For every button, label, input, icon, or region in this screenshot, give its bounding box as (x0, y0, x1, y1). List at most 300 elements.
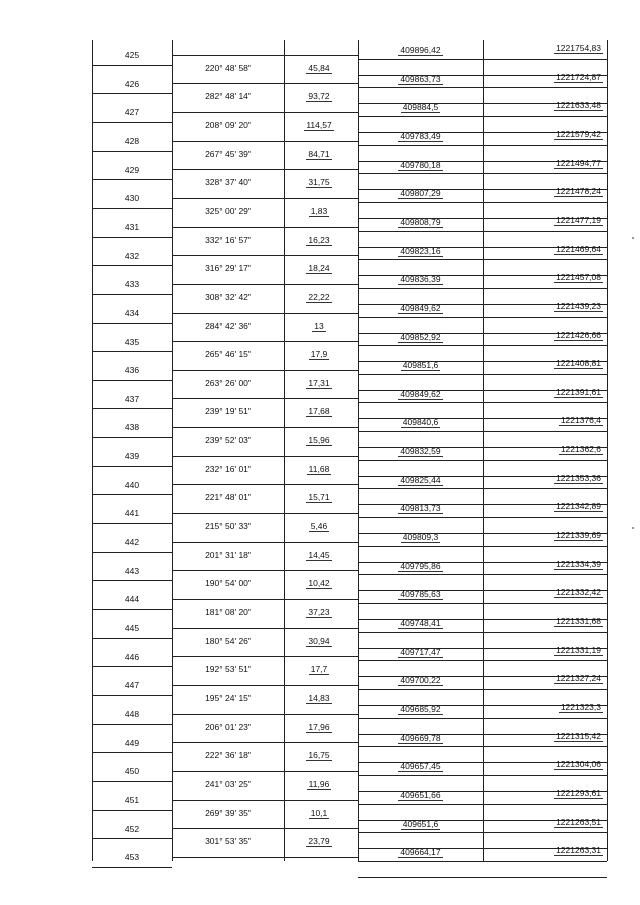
coordinate-y-value: 1221315,42 (556, 731, 601, 741)
coordinate-x-value: 409840,6 (402, 417, 439, 427)
segment-angle: 201° 31' 18" (205, 550, 251, 560)
coordinate-y-value: 1221426,66 (556, 330, 601, 340)
row-divider (92, 867, 172, 868)
coordinate-x-value: 409809,3 (402, 532, 439, 542)
coordinate-x-value: 409664,17 (400, 847, 441, 857)
segment-distance-value: 14,83 (308, 693, 330, 703)
row-divider (92, 838, 172, 839)
coordinate-y (483, 272, 603, 282)
row-divider (172, 370, 358, 371)
segment-angle: 316° 29' 17" (205, 263, 251, 273)
coordinate-x (358, 417, 483, 427)
row-divider (172, 570, 358, 571)
coordinate-y (483, 845, 603, 855)
row-divider (358, 746, 607, 747)
row-divider (92, 151, 172, 152)
segment-distance (284, 779, 354, 789)
segment-distance-value: 84,71 (308, 149, 330, 159)
segment-angle: 239° 19' 51" (205, 406, 251, 416)
row-divider (92, 408, 172, 409)
segment-distance-value: 16,23 (308, 235, 330, 245)
row-divider (358, 259, 607, 260)
segment-distance-value: 17,68 (308, 406, 330, 416)
row-divider (92, 294, 172, 295)
coordinate-y-value: 1221633,48 (556, 100, 601, 110)
segment-distance-value: 45,84 (308, 63, 330, 73)
segment-distance (284, 91, 354, 101)
row-divider (172, 141, 358, 142)
point-number: 450 (124, 766, 140, 776)
segment-distance (284, 607, 354, 617)
coordinate-y-value: 1221457,08 (556, 272, 601, 282)
segment-distance-value: 30,94 (308, 636, 330, 646)
point-number: 427 (124, 107, 140, 117)
segment-distance (284, 177, 354, 187)
point-number: 444 (124, 594, 140, 604)
segment-angle: 232° 16' 01" (205, 464, 251, 474)
point-number: 445 (124, 623, 140, 633)
row-divider (358, 574, 607, 575)
row-divider (172, 313, 358, 314)
row-divider (358, 488, 607, 489)
coordinate-y (483, 129, 603, 139)
segment-angle: 332° 16' 57" (205, 235, 251, 245)
coordinate-y (483, 330, 603, 340)
row-divider (172, 284, 358, 285)
coordinate-y-value: 1221342,89 (556, 501, 601, 511)
coordinate-x (358, 246, 483, 256)
segment-angle: 180° 54' 26" (205, 636, 251, 646)
coordinate-y-value: 1221353,36 (556, 473, 601, 483)
row-divider (92, 237, 172, 238)
coordinate-x (358, 675, 483, 685)
row-divider (358, 374, 607, 375)
coordinate-y-value: 1221304,06 (556, 759, 601, 769)
point-number: 443 (124, 566, 140, 576)
coordinate-x-value: 409807,29 (400, 188, 441, 198)
coordinate-x (358, 647, 483, 657)
coordinate-x (358, 475, 483, 485)
row-divider (358, 689, 607, 690)
row-divider (358, 603, 607, 604)
coordinate-y (483, 415, 603, 425)
segment-distance-value: 93,72 (308, 91, 330, 101)
segment-distance-value: 17,9 (310, 349, 328, 359)
coordinate-y-value: 1221334,39 (556, 559, 601, 569)
coordinate-y-value: 1221477,19 (556, 215, 601, 225)
segment-angle: 284° 42' 36" (205, 321, 251, 331)
row-divider (172, 341, 358, 342)
row-divider (172, 714, 358, 715)
coordinate-x-value: 409896,42 (400, 45, 441, 55)
segment-distance (284, 578, 354, 588)
segment-distance (284, 464, 354, 474)
row-divider (172, 398, 358, 399)
row-divider (92, 781, 172, 782)
coordinate-y (483, 530, 603, 540)
segment-distance-value: 10,42 (308, 578, 330, 588)
row-divider (92, 666, 172, 667)
segment-distance (284, 492, 354, 502)
segment-distance (284, 120, 354, 130)
segment-angle: 195° 24' 15" (205, 693, 251, 703)
row-divider (92, 494, 172, 495)
point-number: 428 (124, 136, 140, 146)
coordinate-x (358, 45, 483, 55)
segment-distance-value: 22,22 (308, 292, 330, 302)
coordinate-x-value: 409825,44 (400, 475, 441, 485)
segment-angle: 239° 52' 03" (205, 435, 251, 445)
coordinate-x (358, 503, 483, 513)
segment-distance (284, 750, 354, 760)
row-divider (358, 345, 607, 346)
coordinate-y (483, 301, 603, 311)
coordinate-y (483, 244, 603, 254)
segment-distance-value: 114,57 (306, 120, 332, 130)
coordinate-x (358, 303, 483, 313)
coordinate-y-value: 1221391,61 (556, 387, 601, 397)
coordinate-x-value: 409849,62 (400, 389, 441, 399)
segment-distance (284, 149, 354, 159)
segment-distance-value: 11,68 (308, 464, 330, 474)
coordinate-x-value: 409832,59 (400, 446, 441, 456)
coordinate-x-value: 409700,22 (400, 675, 441, 685)
coordinate-x (358, 532, 483, 542)
coordinate-y-value: 1221408,81 (556, 358, 601, 368)
coordinate-y-value: 1221754,83 (556, 43, 601, 53)
row-divider (92, 437, 172, 438)
row-divider (358, 317, 607, 318)
coordinate-x (358, 704, 483, 714)
coordinate-x (358, 188, 483, 198)
row-divider (358, 660, 607, 661)
segment-angle: 282° 48' 14" (205, 91, 251, 101)
row-divider (358, 775, 607, 776)
row-divider (358, 718, 607, 719)
row-divider (358, 431, 607, 432)
row-divider (172, 742, 358, 743)
segment-distance (284, 722, 354, 732)
coordinate-y (483, 444, 603, 454)
segment-angle: 328° 37' 40" (205, 177, 251, 187)
coordinate-x (358, 761, 483, 771)
segment-angle: 267° 45' 39" (205, 149, 251, 159)
point-number: 437 (124, 394, 140, 404)
row-divider (358, 832, 607, 833)
segment-distance (284, 206, 354, 216)
point-number: 433 (124, 279, 140, 289)
row-divider (172, 227, 358, 228)
coordinate-y-value: 1221724,87 (556, 72, 601, 82)
coordinate-x-value: 409863,73 (400, 74, 441, 84)
row-divider (172, 513, 358, 514)
coordinate-y (483, 559, 603, 569)
segment-distance (284, 550, 354, 560)
segment-angle: 241° 03' 25" (205, 779, 251, 789)
coordinate-x-value: 409836,39 (400, 274, 441, 284)
row-divider (358, 116, 607, 117)
coordinate-x (358, 790, 483, 800)
segment-angle: 190° 54' 00" (205, 578, 251, 588)
row-divider (92, 466, 172, 467)
segment-distance (284, 263, 354, 273)
coordinate-y-value: 1221331,19 (556, 645, 601, 655)
segment-distance-value: 14,45 (308, 550, 330, 560)
row-divider (172, 771, 358, 772)
segment-distance-value: 17,96 (308, 722, 330, 732)
point-number: 435 (124, 337, 140, 347)
point-number: 436 (124, 365, 140, 375)
row-divider (358, 546, 607, 547)
segment-distance-value: 16,75 (308, 750, 330, 760)
coordinate-y-value: 1221579,42 (556, 129, 601, 139)
segment-angle: 181° 08' 20" (205, 607, 251, 617)
row-divider (358, 402, 607, 403)
coordinate-x (358, 618, 483, 628)
row-divider (172, 685, 358, 686)
segment-distance (284, 636, 354, 646)
point-number: 453 (124, 852, 140, 862)
coordinate-y (483, 387, 603, 397)
row-divider (172, 542, 358, 543)
coordinate-x (358, 360, 483, 370)
segment-distance (284, 406, 354, 416)
point-number: 438 (124, 422, 140, 432)
coordinate-x (358, 274, 483, 284)
segment-distance (284, 378, 354, 388)
row-divider (92, 724, 172, 725)
row-divider (92, 638, 172, 639)
row-divider (358, 288, 607, 289)
coordinate-x-value: 409783,49 (400, 131, 441, 141)
point-number: 430 (124, 193, 140, 203)
row-divider (92, 695, 172, 696)
segment-distance (284, 693, 354, 703)
coordinate-y (483, 731, 603, 741)
segment-distance-value: 11,96 (308, 779, 330, 789)
coordinate-y (483, 501, 603, 511)
segment-angle: 222° 36' 18" (205, 750, 251, 760)
point-number: 449 (124, 738, 140, 748)
coordinate-x (358, 332, 483, 342)
coordinate-x-value: 409884,5 (402, 102, 439, 112)
segment-distance (284, 808, 354, 818)
coordinate-y-value: 1221332,42 (556, 587, 601, 597)
scan-speck (632, 237, 634, 239)
column-divider (172, 40, 173, 861)
coordinate-y-value: 1221478,24 (556, 186, 601, 196)
segment-distance-value: 17,7 (310, 664, 328, 674)
segment-distance (284, 435, 354, 445)
row-divider (172, 656, 358, 657)
coordinate-x-value: 409823,16 (400, 246, 441, 256)
coordinate-x-value: 409651,6 (402, 819, 439, 829)
row-divider (172, 628, 358, 629)
row-divider (358, 145, 607, 146)
row-divider (358, 87, 607, 88)
segment-distance-value: 10,1 (310, 808, 328, 818)
coordinate-y (483, 358, 603, 368)
point-number: 431 (124, 222, 140, 232)
segment-distance-value: 18,24 (308, 263, 330, 273)
coordinate-y (483, 100, 603, 110)
segment-angle: 265° 46' 15" (205, 349, 251, 359)
row-divider (172, 427, 358, 428)
segment-distance-value: 15,71 (308, 492, 330, 502)
segment-distance-value: 15,96 (308, 435, 330, 445)
coordinate-x-value: 409685,92 (400, 704, 441, 714)
point-number: 434 (124, 308, 140, 318)
row-divider (358, 460, 607, 461)
row-divider (92, 609, 172, 610)
coordinate-x-value: 409669,78 (400, 733, 441, 743)
row-divider (172, 800, 358, 801)
row-divider (172, 83, 358, 84)
coordinate-x (358, 217, 483, 227)
row-divider (92, 93, 172, 94)
coordinate-y-value: 1221376,4 (560, 415, 601, 425)
segment-distance (284, 836, 354, 846)
segment-distance-value: 17,31 (308, 378, 330, 388)
coordinate-x (358, 446, 483, 456)
coordinate-y-value: 1221263,31 (556, 845, 601, 855)
point-number: 452 (124, 824, 140, 834)
segment-angle: 221° 48' 01" (205, 492, 251, 502)
coordinate-x-value: 409785,63 (400, 589, 441, 599)
point-number: 441 (124, 508, 140, 518)
coordinate-y (483, 215, 603, 225)
coordinate-y-value: 1221362,6 (560, 444, 601, 454)
coordinate-x (358, 74, 483, 84)
row-divider (92, 122, 172, 123)
row-divider (172, 169, 358, 170)
row-divider (92, 179, 172, 180)
row-divider (358, 804, 607, 805)
coordinate-x (358, 160, 483, 170)
segment-angle: 192° 53' 51" (205, 664, 251, 674)
row-divider (92, 552, 172, 553)
coordinate-y-value: 1221293,61 (556, 788, 601, 798)
point-number: 425 (124, 50, 140, 60)
row-divider (92, 752, 172, 753)
coordinate-x-value: 409748,41 (400, 618, 441, 628)
coordinate-x (358, 733, 483, 743)
coordinate-y (483, 473, 603, 483)
coordinate-y-value: 1221339,69 (556, 530, 601, 540)
coordinate-y-value: 1221323,3 (560, 702, 601, 712)
coordinate-x-value: 409851,6 (402, 360, 439, 370)
coordinate-y-value: 1221469,64 (556, 244, 601, 254)
row-divider (172, 112, 358, 113)
segment-angle: 263° 26' 00" (205, 378, 251, 388)
coordinate-y-value: 1221331,68 (556, 616, 601, 626)
coordinate-x (358, 131, 483, 141)
point-number: 447 (124, 680, 140, 690)
coordinate-x-value: 409813,73 (400, 503, 441, 513)
segment-angle: 325° 00' 29" (205, 206, 251, 216)
segment-angle: 206° 01' 23" (205, 722, 251, 732)
coordinate-y (483, 817, 603, 827)
coordinate-x-value: 409651,66 (400, 790, 441, 800)
coordinate-x-value: 409795,86 (400, 561, 441, 571)
coordinate-y (483, 702, 603, 712)
coordinate-y (483, 186, 603, 196)
segment-distance (284, 63, 354, 73)
point-number: 442 (124, 537, 140, 547)
scan-speck (632, 527, 634, 529)
point-number: 448 (124, 709, 140, 719)
coordinate-x-value: 409780,18 (400, 160, 441, 170)
segment-angle: 301° 53' 35" (205, 836, 251, 846)
row-divider (172, 255, 358, 256)
point-number: 432 (124, 251, 140, 261)
point-number: 446 (124, 652, 140, 662)
coordinate-y (483, 72, 603, 82)
row-divider (92, 323, 172, 324)
coordinate-x-value: 409717,47 (400, 647, 441, 657)
point-number: 426 (124, 79, 140, 89)
segment-distance (284, 292, 354, 302)
coordinate-x-value: 409849,62 (400, 303, 441, 313)
segment-distance-value: 1,83 (310, 206, 328, 216)
row-divider (358, 173, 607, 174)
segment-angle: 215° 50' 33" (205, 521, 251, 531)
coordinate-x (358, 847, 483, 857)
coordinate-x (358, 561, 483, 571)
row-divider (358, 877, 607, 878)
segment-angle: 308° 32' 42" (205, 292, 251, 302)
coordinate-y (483, 43, 603, 53)
segment-distance-value: 13 (314, 321, 324, 331)
point-number: 439 (124, 451, 140, 461)
column-divider (607, 40, 608, 861)
row-divider (92, 208, 172, 209)
segment-angle: 208° 09' 20" (205, 120, 251, 130)
segment-angle: 269° 39' 35" (205, 808, 251, 818)
row-divider (358, 861, 607, 862)
row-divider (92, 380, 172, 381)
row-divider (92, 523, 172, 524)
segment-distance (284, 349, 354, 359)
coordinate-y (483, 158, 603, 168)
coordinate-x (358, 819, 483, 829)
segment-distance (284, 521, 354, 531)
segment-distance-value: 37,23 (308, 607, 330, 617)
row-divider (358, 59, 607, 60)
segment-angle: 220° 48' 58" (205, 63, 251, 73)
coordinate-y (483, 673, 603, 683)
coordinate-x (358, 389, 483, 399)
row-divider (92, 65, 172, 66)
segment-distance (284, 235, 354, 245)
row-divider (92, 265, 172, 266)
row-divider (172, 484, 358, 485)
segment-distance-value: 23,79 (308, 836, 330, 846)
coordinate-y-value: 1221439,23 (556, 301, 601, 311)
point-number: 440 (124, 480, 140, 490)
coordinate-y (483, 616, 603, 626)
coordinate-y (483, 587, 603, 597)
row-divider (358, 202, 607, 203)
coordinate-y (483, 645, 603, 655)
row-divider (92, 810, 172, 811)
row-divider (92, 580, 172, 581)
coordinate-x (358, 589, 483, 599)
point-number: 451 (124, 795, 140, 805)
row-divider (92, 351, 172, 352)
row-divider (358, 632, 607, 633)
segment-distance (284, 321, 354, 331)
